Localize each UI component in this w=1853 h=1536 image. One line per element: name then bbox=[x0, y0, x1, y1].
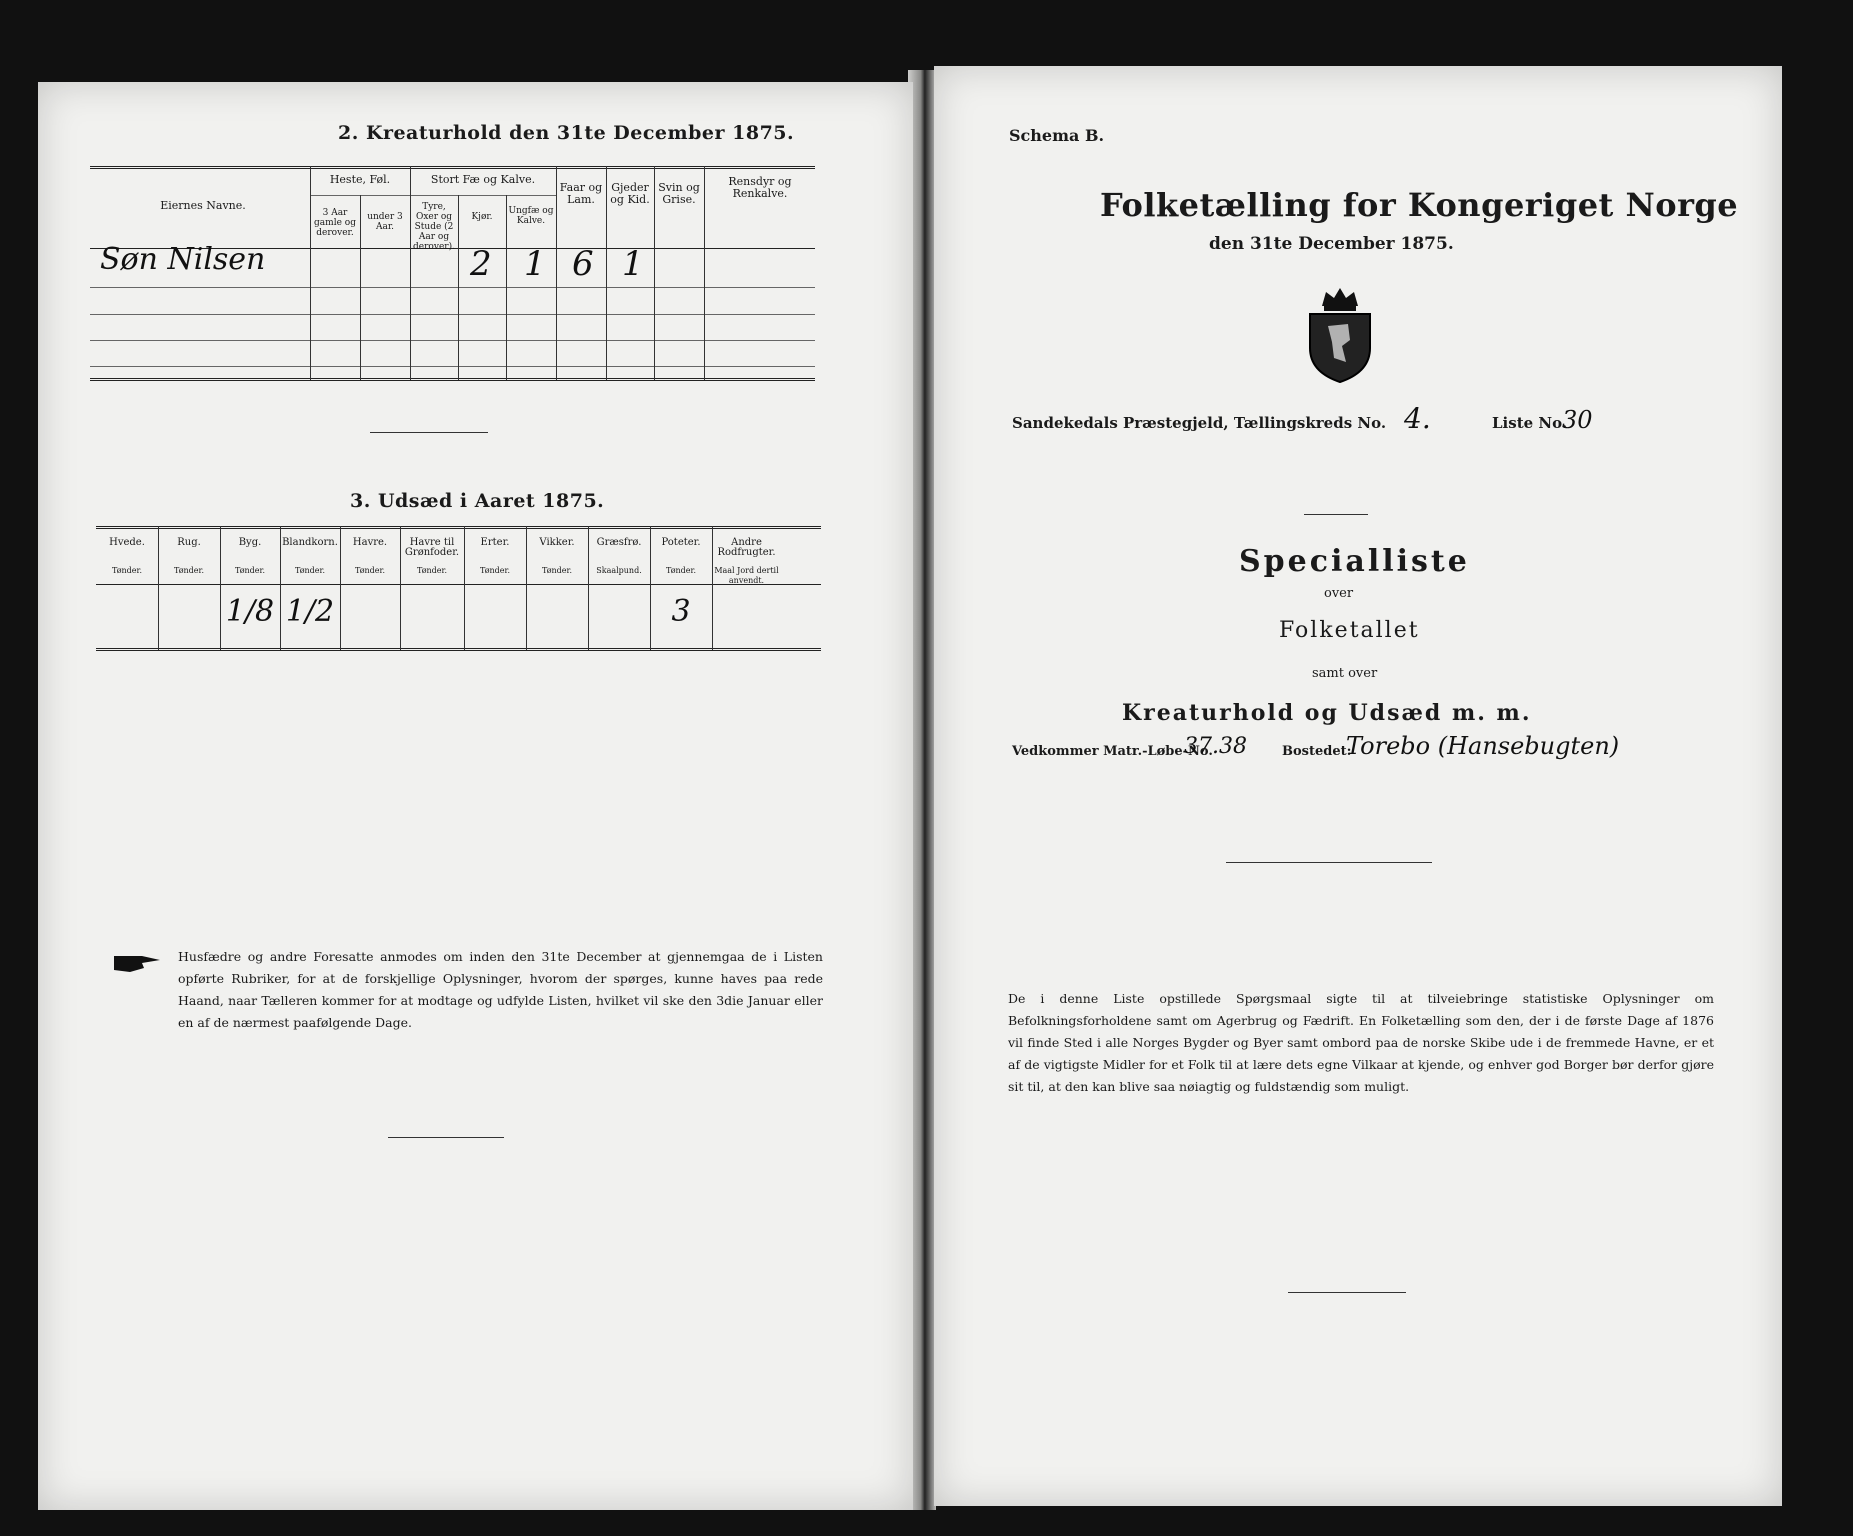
sowing-header-unit: Skaalpund. bbox=[596, 566, 642, 575]
sowing-header-unit: Maal Jord dertil anvendt. bbox=[714, 566, 779, 585]
header-cattle: Stort Fæ og Kalve. bbox=[430, 173, 536, 186]
sowing-header-name: Græsfrø. bbox=[596, 537, 642, 548]
sowing-header-name: Byg. bbox=[238, 537, 262, 548]
notice-text: Husfædre og andre Foresatte anmodes om inden den 31te December at gjennemgaa de i Listen opførte Rubriker, for at de forskjellige Oplysninger, hvorom der spørges, kunne haves paa rede Haand, naar Tælleren kommer for at modtage og udfylde Listen, hvilket vil ske den 3die Januar eller en af de nærmest paafølgende Dage. bbox=[178, 949, 823, 1030]
header-pigs: Svin og Grise. bbox=[658, 181, 700, 206]
intro-paragraph: De i denne Liste opstillede Spørgsmaal sigte til at tilveiebringe statistiske Oplysninger om Befolkningsforholdene samt om Agerbrug og Fædrift. En Folketælling som den, der i de første Dage af 1876 vil finde Sted i alle Norges Bygder og Byer samt ombord paa de norske Skibe ude i de fremmede Havne, er et af de vigtigste Midler for et Folk til at lære dets egne Vilkaar at kjende, og enhver god Borger bør derfor gjøre sit til, at den kan blive saa nøiagtig og fuldstændig som muligt. bbox=[1008, 991, 1714, 1094]
kreaturhold-title: Kreaturhold og Udsæd m. m. bbox=[1122, 700, 1532, 726]
header-owner: Eiernes Navne. bbox=[160, 199, 246, 212]
divider-long bbox=[1226, 862, 1432, 863]
matr-number: 37.38 bbox=[1184, 734, 1247, 759]
coat-of-arms-icon bbox=[1302, 284, 1378, 384]
sowing-value: 1/8 bbox=[225, 594, 275, 629]
sowing-header-unit: Tønder. bbox=[294, 566, 326, 575]
over-text: over bbox=[1324, 586, 1354, 601]
section3-title: 3. Udsæd i Aaret 1875. bbox=[350, 490, 605, 512]
sowing-header-name: Andre Rodfrugter. bbox=[717, 537, 776, 558]
header-sheep: Faar og Lam. bbox=[559, 181, 603, 206]
liste-number: 30 bbox=[1562, 406, 1593, 434]
header-cattle-cows: Kjør. bbox=[471, 212, 493, 222]
bosted-value: Torebo (Hansebugten) bbox=[1346, 732, 1620, 760]
header-cattle-young: Ungfæ og Kalve. bbox=[508, 206, 554, 226]
bottom-divider-right bbox=[1288, 1292, 1406, 1293]
header-horses: Heste, Føl. bbox=[329, 173, 391, 186]
sowing-header-name: Vikker. bbox=[539, 537, 575, 548]
sowing-header-unit: Tønder. bbox=[416, 566, 448, 575]
sowing-header-name: Havre. bbox=[352, 537, 388, 548]
sowing-header-unit: Tønder. bbox=[354, 566, 386, 575]
liste-label: Liste No. bbox=[1492, 414, 1568, 432]
parish-label: Sandekedals Præstegjeld, Tællingskreds No. bbox=[1012, 414, 1387, 432]
divider-short bbox=[1304, 514, 1368, 515]
divider bbox=[370, 432, 488, 433]
header-reindeer: Rensdyr og Renkalve. bbox=[728, 175, 792, 200]
sowing-header-name: Rug. bbox=[177, 537, 201, 548]
specialliste-title: Specialliste bbox=[1239, 544, 1470, 579]
samt-over-text: samt over bbox=[1312, 666, 1378, 681]
sowing-header-name: Poteter. bbox=[661, 537, 701, 548]
owner-name: Søn Nilsen bbox=[100, 242, 266, 277]
left-page bbox=[38, 82, 913, 1510]
right-page bbox=[934, 66, 1782, 1506]
sowing-header-name: Hvede. bbox=[109, 537, 145, 548]
sowing-header-name: Erter. bbox=[480, 537, 510, 548]
sowing-header-unit: Tønder. bbox=[234, 566, 266, 575]
census-date: den 31te December 1875. bbox=[1209, 234, 1454, 254]
bottom-divider bbox=[388, 1137, 504, 1138]
header-goats: Gjeder og Kid. bbox=[610, 181, 650, 206]
main-title: Folketælling for Kongeriget Norge bbox=[1100, 186, 1739, 224]
sowing-header-unit: Tønder. bbox=[479, 566, 511, 575]
header-horses-young: under 3 Aar. bbox=[367, 212, 403, 232]
schema-label: Schema B. bbox=[1009, 126, 1105, 145]
sowing-header-unit: Tønder. bbox=[173, 566, 205, 575]
sowing-header-unit: Tønder. bbox=[665, 566, 697, 575]
value-cows: 2 bbox=[470, 244, 492, 284]
header-horses-old: 3 Aar gamle og derover. bbox=[314, 208, 356, 238]
value-young-cattle: 1 bbox=[524, 244, 546, 284]
sowing-header-unit: Tønder. bbox=[111, 566, 143, 575]
sowing-header-name: Blandkorn. bbox=[282, 537, 338, 548]
sowing-header-unit: Tønder. bbox=[541, 566, 573, 575]
section2-title: 2. Kreaturhold den 31te December 1875. bbox=[338, 122, 795, 144]
header-cattle-bulls: Tyre, Oxer og Stude (2 Aar og derover). bbox=[413, 202, 455, 252]
kreds-number: 4. bbox=[1404, 402, 1431, 435]
matr-label: Vedkommer Matr.-Løbe-No. bbox=[1012, 744, 1213, 759]
sowing-value: 3 bbox=[671, 594, 691, 629]
pointing-hand-icon bbox=[112, 950, 164, 974]
value-sheep: 6 bbox=[572, 244, 594, 284]
bosted-label: Bostedet: bbox=[1282, 744, 1352, 759]
folketallet-title: Folketallet bbox=[1279, 618, 1420, 643]
sowing-value: 1/2 bbox=[285, 594, 335, 629]
value-goats: 1 bbox=[622, 244, 644, 284]
sowing-header-name: Havre til Grønfoder. bbox=[404, 537, 460, 558]
